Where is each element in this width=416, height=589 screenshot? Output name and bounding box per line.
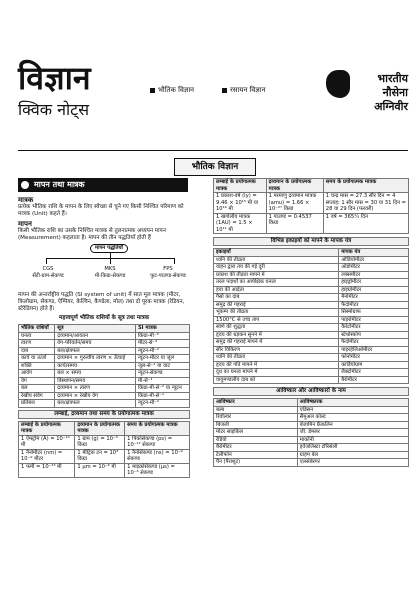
table-cell: ध्वनि की तीव्रता xyxy=(214,256,339,264)
table-row xyxy=(214,421,409,429)
page-header xyxy=(0,0,416,150)
table-cell: बैरोमीटर xyxy=(339,376,409,384)
table-row xyxy=(19,435,190,449)
tree-node-desc: फुट-पाउण्ड-सेकण्ड xyxy=(150,273,186,279)
table-cell: 1 पाउण्ड = 0.4537 किग्रा xyxy=(266,213,323,234)
brand-block xyxy=(374,72,408,114)
table-cell: हाइड्रोमीटर xyxy=(339,279,409,287)
table-cell: 1 ऐंग्स्ट्रॉम (Å) = 10⁻¹⁰ मी xyxy=(19,435,75,449)
table-cell: मी-से⁻¹ xyxy=(135,377,189,385)
table-cell: वेग-परिवर्तन/समय xyxy=(55,340,136,348)
tag-physics xyxy=(150,86,194,95)
left-column xyxy=(18,194,190,478)
table-row xyxy=(214,286,409,294)
table-header-cell: आविष्कार xyxy=(214,399,298,407)
table-cell: न्यूटन-मीटर या जूल xyxy=(135,355,189,363)
section-title: मापन तथा मात्रक xyxy=(34,180,85,189)
table-header-cell: भौतिक राशियाँ xyxy=(19,325,55,333)
instruments-table xyxy=(213,248,409,384)
formula-table xyxy=(18,324,190,408)
tag-label: भौतिक विज्ञान xyxy=(158,86,195,94)
table-row xyxy=(19,340,190,348)
table-caption: विभिन्न इकाइयों को मापने के मापक यंत्र xyxy=(213,237,409,246)
table-row xyxy=(214,256,409,264)
tag-chemistry xyxy=(222,86,265,95)
table-row xyxy=(214,459,409,467)
table-cell: बैरोमीटर xyxy=(214,444,298,452)
table-cell: 1 μm = 10⁻⁶ मी xyxy=(75,463,125,477)
tree-root: मापन पद्धतियाँ xyxy=(90,244,128,253)
head-silhouette-icon xyxy=(326,70,350,98)
table-cell: हृदय की गति मापने में xyxy=(214,361,339,369)
table-cell: 1 माइक्रोसेकण्ड (μs) = 10⁻⁶ सेकण्ड xyxy=(125,463,190,477)
table-cell: जी. डेमलर xyxy=(297,429,408,437)
heading-unit: मात्रक xyxy=(18,196,34,204)
tree-node-cgs xyxy=(28,266,68,280)
bullet-icon xyxy=(222,88,227,93)
tree-node-label: FPS xyxy=(163,266,173,272)
table-header-cell: लम्बाई के प्रयोगात्मक मात्रक xyxy=(19,421,75,435)
table-cell: 1500°C से उच्च ताप xyxy=(214,316,339,324)
table-row xyxy=(19,362,190,370)
table-cell: सैमुअल कोल्ट xyxy=(297,414,408,422)
table-row xyxy=(19,385,190,393)
table-cell: 1 नैनोमीटर (nm) = 10⁻⁹ मीटर xyxy=(19,449,75,463)
table-caption: महत्त्वपूर्ण भौतिक राशियों के सूत्र तथा मात्रक xyxy=(58,315,150,321)
table-cell: 1 खगोलीय मात्रक (1AU) = 1.5 × 10¹¹ मी xyxy=(214,213,267,234)
brand-line: नौसेना xyxy=(382,86,408,99)
table-row xyxy=(214,444,409,452)
table-header-cell: मापक यंत्र xyxy=(339,249,409,257)
tree-line xyxy=(174,258,175,264)
table-row xyxy=(19,377,190,385)
table-header-cell: इकाइयाँ xyxy=(214,249,339,257)
table-cell: न्यूटन-मी⁻² xyxy=(135,400,189,408)
table-header-cell: लम्बाई के प्रयोगात्मक मात्रक xyxy=(214,179,267,193)
table-cell: फैदोमीटर xyxy=(339,301,409,309)
table-row xyxy=(214,264,409,272)
table-cell: किग्रा-मी⁻³ xyxy=(135,332,189,340)
table-row xyxy=(214,331,409,339)
table-row xyxy=(214,429,409,437)
table-row xyxy=(214,361,409,369)
table-cell: कार्य या ऊर्जा xyxy=(19,355,55,363)
tag-label: रसायन विज्ञान xyxy=(230,86,266,94)
table-cell: द्रव्यमान × गुरुत्वीय त्वरण × ऊँचाई xyxy=(55,355,136,363)
tree-node-fps xyxy=(146,266,190,280)
table-row xyxy=(214,414,409,422)
table-cell: बल × समय xyxy=(55,370,136,378)
table-cell: पाइरोमीटर xyxy=(339,316,409,324)
inventions-table xyxy=(213,398,409,467)
table-row xyxy=(214,436,409,444)
table-cell: सिस्मोग्राफ xyxy=(339,309,409,317)
table-row xyxy=(19,400,190,408)
table-cell: 1 प्रकाश-वर्ष (ly) = 9.46 × 10¹⁵ मी या 10¹⁶ मी xyxy=(214,193,267,214)
table-cell: 1 ग्राम (g) = 10⁻³ किग्रा xyxy=(75,435,125,449)
table-cell: तरल पदार्थों का आपेक्षिक घनत्व xyxy=(214,279,339,287)
table-cell: ओडोमीटर xyxy=(339,264,409,272)
table-header-cell: सूत्र xyxy=(55,325,136,333)
table-cell: वाहन द्वारा तय की गई दूरी xyxy=(214,264,339,272)
table-row xyxy=(214,301,409,309)
page-subtitle: क्विक नोट्स xyxy=(18,100,90,119)
table-row xyxy=(19,449,190,463)
tree-node-desc: मी-किग्रा-सेकण्ड xyxy=(94,273,126,279)
table-cell: किग्रा-मी-से⁻¹ xyxy=(135,392,189,400)
table-cell: 1 फर्मी = 10⁻¹⁵ मी xyxy=(19,463,75,477)
table-cell: हाइग्रोमीटर xyxy=(339,286,409,294)
section-chip: भौतिक विज्ञान xyxy=(174,158,256,176)
table-row xyxy=(214,193,409,214)
table-cell: ग्राहम बेल xyxy=(297,451,408,459)
table-cell: कैरेटोमीटर xyxy=(339,324,409,332)
table-row xyxy=(214,339,409,347)
tree-line xyxy=(46,258,47,264)
table-cell: कार्डियोग्राम xyxy=(339,361,409,369)
table-cell: मार्कोनी xyxy=(297,436,408,444)
table-cell: दूध का घनत्व मापने में xyxy=(214,369,339,377)
table-cell: सौर विकिरण xyxy=(214,346,339,354)
table-row xyxy=(214,376,409,384)
section-icon xyxy=(21,181,29,189)
table-cell: लक्समीटर xyxy=(339,271,409,279)
table-row xyxy=(214,369,409,377)
table-row xyxy=(214,309,409,317)
table-cell: रेडियो xyxy=(214,436,298,444)
table-header-cell: आविष्कारक xyxy=(297,399,408,407)
table-cell: बिजली xyxy=(214,421,298,429)
paragraph-unit: प्रत्येक भौतिक राशि के मापन के लिए स्वेच्छा से चुने गए किसी निश्चित परिमाण को मात्रक (Unit) कहते हैं। xyxy=(18,204,184,217)
table-cell: ऑडियोमीटर xyxy=(339,256,409,264)
table-cell: 1 चन्द्र मास = 27.3 सौर दिन = 4 सप्ताह; 1 सौर मास = 30 या 31 दिन = 28 या 29 दिन (फरवरी) xyxy=(323,193,408,214)
units-table xyxy=(18,421,190,478)
table-cell: इवेंजलिस्टा टॉरिसेली xyxy=(297,444,408,452)
table-cell: समुद्र की गहराई मापने में xyxy=(214,339,339,347)
table-cell: जूल-से⁻¹ या वाट xyxy=(135,362,189,370)
table-cell: प्रतिबल xyxy=(19,400,55,408)
table-cell: 1 मीट्रिक टन = 10³ किग्रा xyxy=(75,449,125,463)
table-cell: कार्य/समय xyxy=(55,362,136,370)
table-header-cell: द्रव्यमान के प्रयोगात्मक मात्रक xyxy=(75,421,125,435)
table-cell: एलसेबेरगर xyxy=(297,459,408,467)
table-cell: मैनोमीटर xyxy=(339,294,409,302)
table-cell: बेंजामिन फ्रैंकलिन xyxy=(297,421,408,429)
table-cell: 1 नैनोसेकण्ड (ns) = 10⁻⁹ सेकण्ड xyxy=(125,449,190,463)
table-cell: पाइरहेलिओमीटर xyxy=(339,346,409,354)
right-column xyxy=(213,178,409,467)
units-table-2 xyxy=(213,178,409,234)
table-row xyxy=(214,213,409,234)
table-cell: प्रकाश की तीव्रता मापने में xyxy=(214,271,339,279)
brand-line: भारतीय xyxy=(377,72,408,85)
tree-node-desc: सेंटी-ग्राम-सेकण्ड xyxy=(32,273,64,279)
table-row xyxy=(214,271,409,279)
table-cell: 1 परमाणु द्रव्यमान मात्रक (amu) = 1.66 × 10⁻²⁷ किग्रा xyxy=(266,193,323,214)
paragraph-measurement: किसी भौतिक राशि का उसके निश्चित मात्रक से तुलनात्मक अध्ययन मापन (Measurement) कहलाता है। मापन की तीन पद्धतियाँ होती हैं xyxy=(18,228,166,241)
table-cell: वेग xyxy=(19,377,55,385)
table-cell: दाब xyxy=(19,347,55,355)
table-cell: पैन (पैराशूट) xyxy=(214,459,298,467)
table-cell: वायुमण्डलीय दाब को xyxy=(214,376,339,384)
tree-node-label: MKS xyxy=(104,266,116,272)
table-cell: गैसों का दाब xyxy=(214,294,339,302)
table-cell: मोटर साइकिल xyxy=(214,429,298,437)
table-cell: न्यूटन-मी⁻² xyxy=(135,347,189,355)
table-cell: बल्ब xyxy=(214,406,298,414)
table-cell: बल/क्षेत्रफल xyxy=(55,347,136,355)
table-row xyxy=(214,406,409,414)
table-header-cell: समय के प्रयोगात्मक मात्रक xyxy=(125,421,190,435)
table-row xyxy=(214,451,409,459)
table-cell: हवा की आर्द्रता xyxy=(214,286,339,294)
table-cell: 1 वर्ष = 365¼ दिन xyxy=(323,213,408,234)
table-row xyxy=(214,324,409,332)
table-header-cell: SI मात्रक xyxy=(135,325,189,333)
table-header-cell: समय के प्रयोगात्मक मात्रक xyxy=(323,179,408,193)
table-cell: 1 पिकोसेकण्ड (ps) = 10⁻¹² सेकण्ड xyxy=(125,435,190,449)
table-header-cell: द्रव्यमान के प्रयोगात्मक मात्रक xyxy=(266,179,323,193)
table-cell: आवेग xyxy=(19,370,55,378)
table-row xyxy=(214,346,409,354)
table-cell: एडिसन xyxy=(297,406,408,414)
header-divider xyxy=(18,150,408,151)
table-cell: समुद्र की गहराई xyxy=(214,301,339,309)
table-cell: फोनोमीटर xyxy=(339,354,409,362)
table-caption: आविष्कार और आविष्कारों के नाम xyxy=(213,387,409,396)
table-cell: रिवॉल्वर xyxy=(214,414,298,422)
section-header xyxy=(18,178,188,192)
table-row xyxy=(214,354,409,362)
table-cell: बल/क्षेत्रफल xyxy=(55,400,136,408)
table-cell: विस्थापन/समय xyxy=(55,377,136,385)
table-cell: त्वरण xyxy=(19,340,55,348)
table-row xyxy=(19,347,190,355)
table-cell: शक्ति xyxy=(19,362,55,370)
table-row xyxy=(19,355,190,363)
table-cell: भूकम्प की तीव्रता xyxy=(214,309,339,317)
measurement-tree xyxy=(18,244,190,290)
table-cell: रेखीय संवेग xyxy=(19,392,55,400)
page-title: विज्ञान xyxy=(18,59,91,97)
paragraph-si: मापन की अन्तर्राष्ट्रीय पद्धति (SI system of unit) में सात मूल मात्रक (मीटर, किलोग्राम, सेकण्ड, ऐम्पियर, केल्विन, कैण्डेला, मोल) तथा दो पूरक मात्रक (रेडियन, स्टेरेडियन) होते हैं। xyxy=(18,292,185,312)
table-cell: मीटर-से⁻² xyxy=(135,340,189,348)
table-cell: स्वर्ण की शुद्धता xyxy=(214,324,339,332)
table-cell: द्रव्यमान/आयतन xyxy=(55,332,136,340)
table-row xyxy=(19,370,190,378)
table-cell: टेलीफोन xyxy=(214,451,298,459)
table-cell: बल xyxy=(19,385,55,393)
table-cell: फैदोमीटर xyxy=(339,339,409,347)
tree-node-mks xyxy=(88,266,132,280)
table-cell: किग्रा-मी-से⁻² या न्यूटन xyxy=(135,385,189,393)
table-cell: लैक्टोमीटर xyxy=(339,369,409,377)
table-row xyxy=(214,294,409,302)
table-row xyxy=(214,279,409,287)
table-caption: लम्बाई, द्रव्यमान तथा समय के प्रयोगात्मक मात्रक xyxy=(18,410,190,419)
table-row xyxy=(19,392,190,400)
bullet-icon xyxy=(150,88,155,93)
tree-node-label: CGS xyxy=(42,266,54,272)
table-cell: स्टेथोस्कोप xyxy=(339,331,409,339)
table-cell: घनत्व xyxy=(19,332,55,340)
table-cell: न्यूटन-सेकण्ड xyxy=(135,370,189,378)
tree-line xyxy=(110,258,111,264)
table-row xyxy=(214,316,409,324)
table-cell: द्रव्यमान × रेखीय वेग xyxy=(55,392,136,400)
table-cell: द्रव्यमान × त्वरण xyxy=(55,385,136,393)
table-row xyxy=(19,463,190,477)
heading-measurement: मापन xyxy=(18,220,32,228)
table-row xyxy=(19,332,190,340)
brand-line: अग्निवीर xyxy=(374,100,408,113)
table-cell: हृदय की धड़कन सुनने में xyxy=(214,331,339,339)
table-cell: ध्वनि की तीव्रता xyxy=(214,354,339,362)
